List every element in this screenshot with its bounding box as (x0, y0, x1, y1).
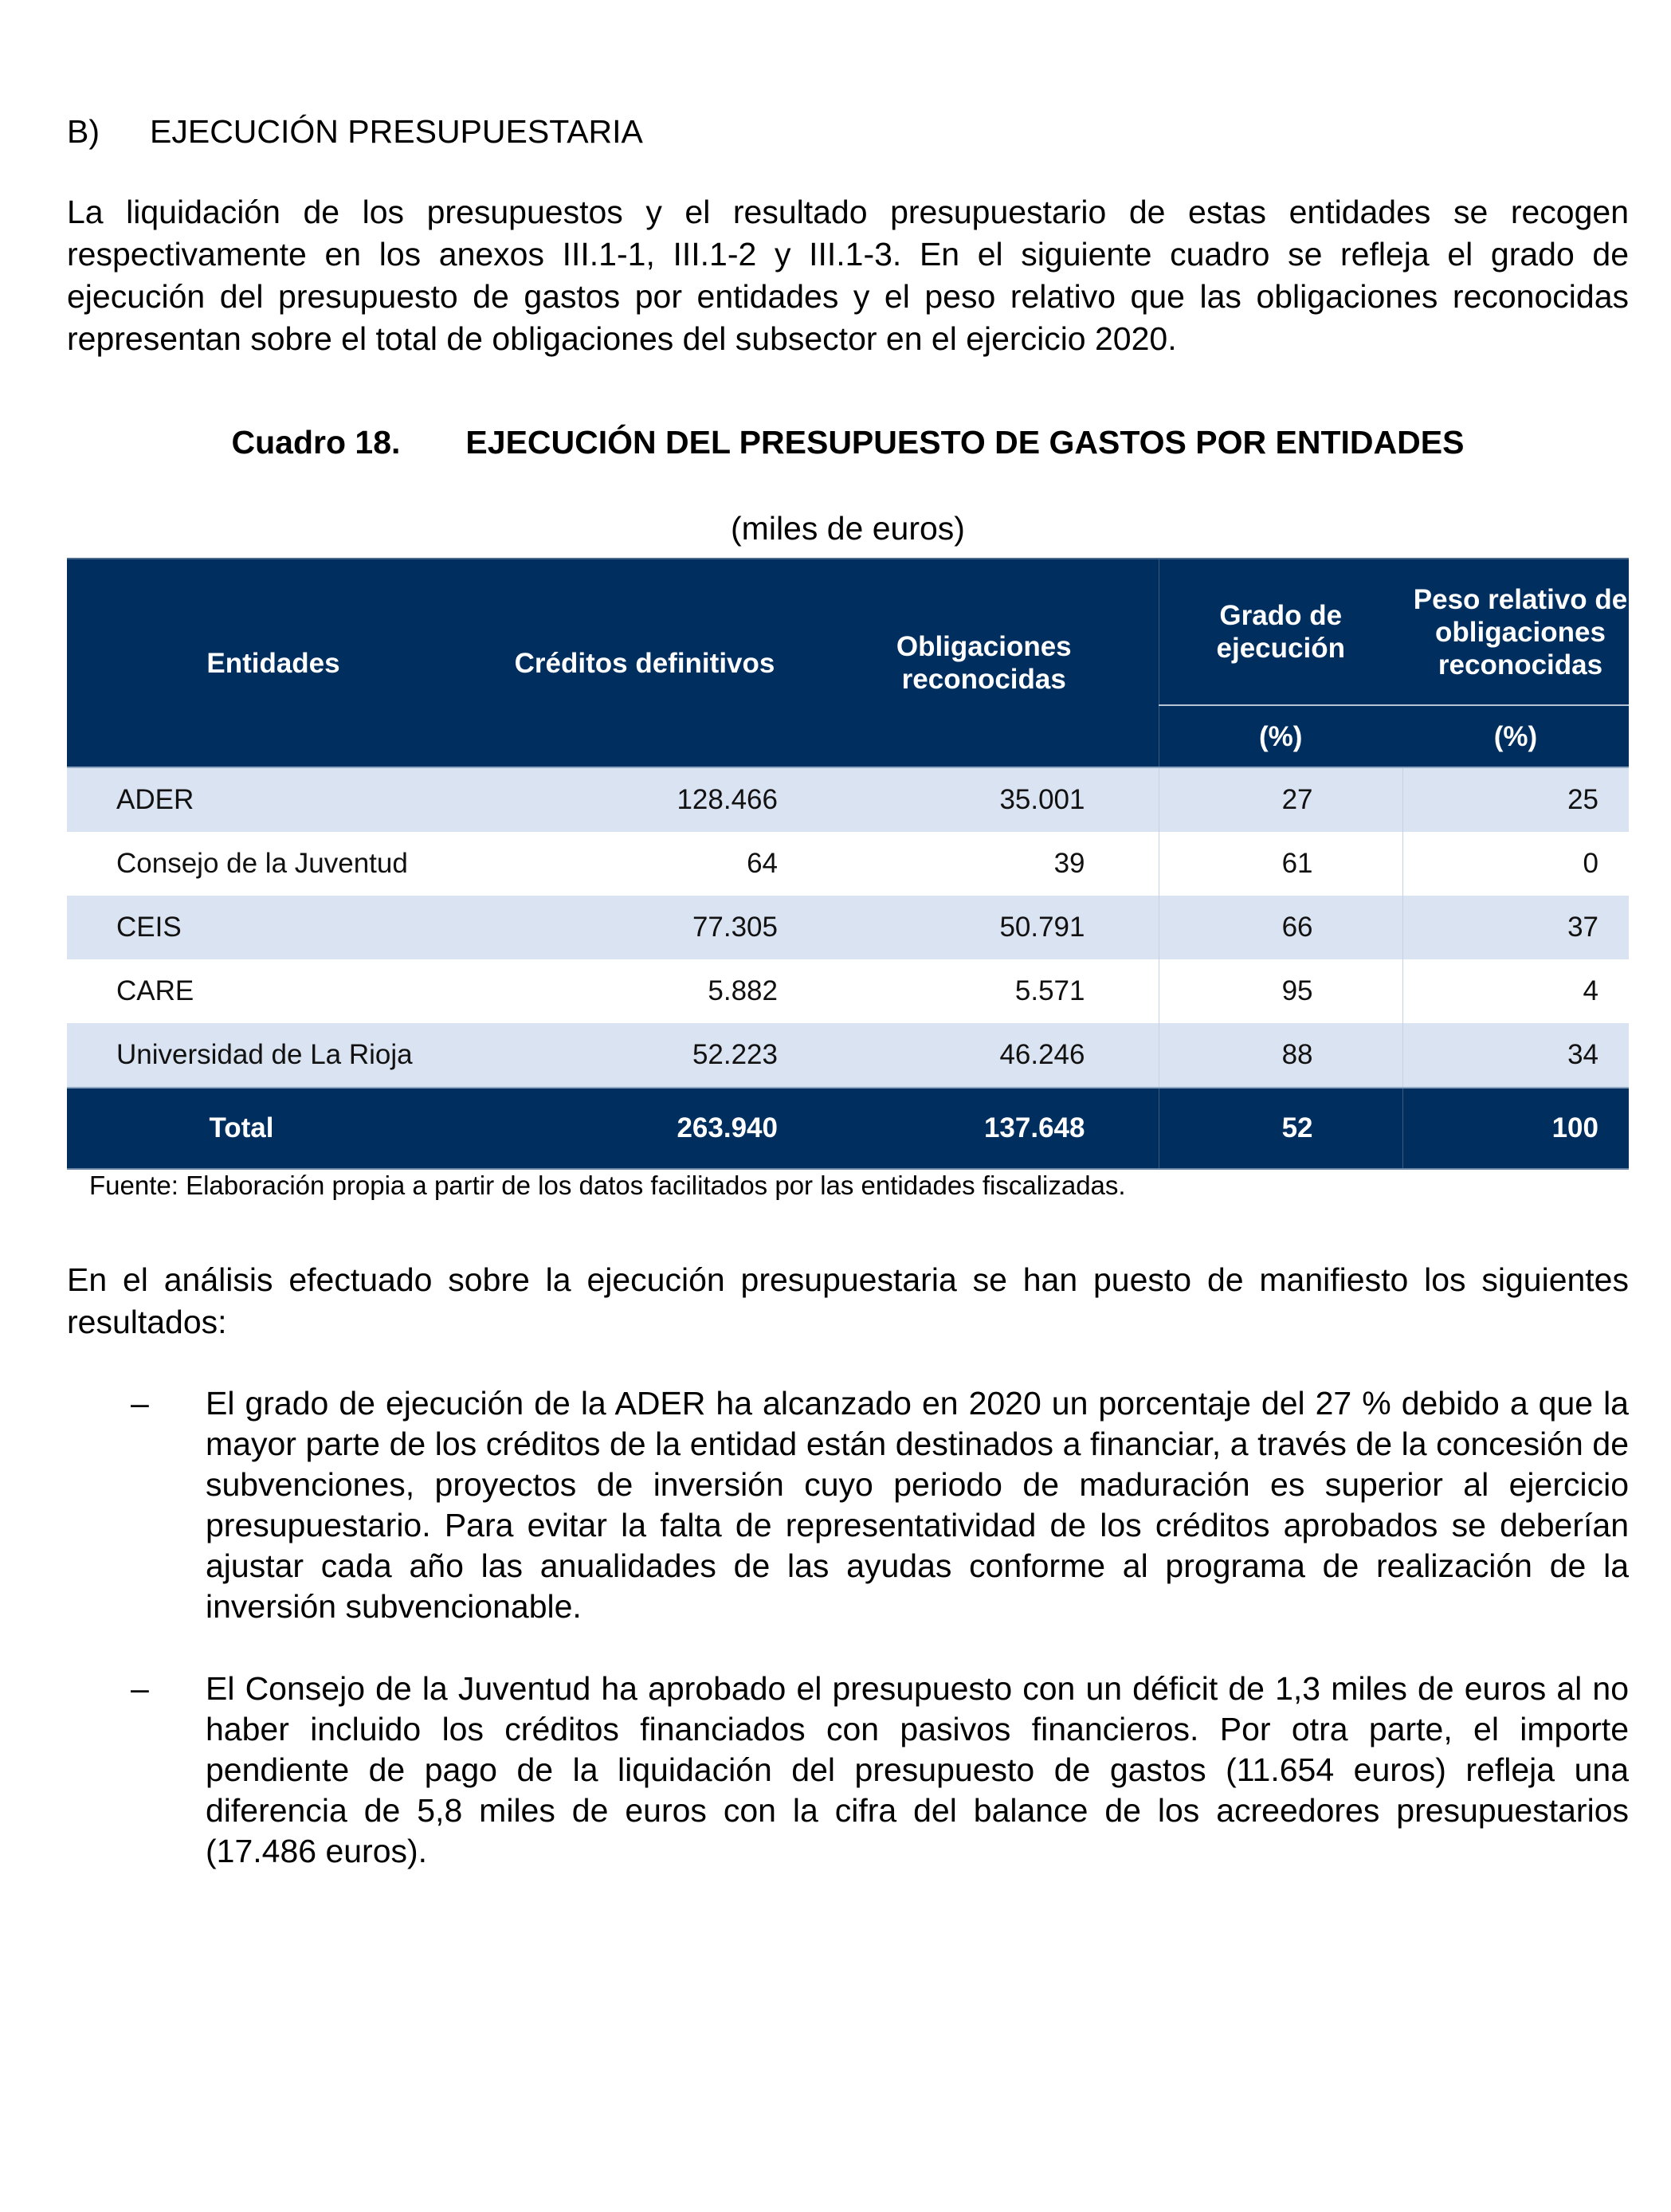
section-number: B) (67, 113, 100, 150)
dash-bullet-icon: – (131, 1670, 149, 1707)
table-header-row (67, 559, 1629, 705)
cell-entidad: CARE (67, 959, 480, 1023)
list-item-text: El Consejo de la Juventud ha aprobado el presupuesto con un déficit de 1,3 miles de euros al no haber incluido los créditos financiados con pasivos financieros. Por otra parte, el importe pendiente de pago de la liquidación del presupuesto de gastos (11.654 euros) refleja una diferencia de 5,8 miles de euros con la cifra del balance de los acreedores presupuestarios (17.486 euros). (206, 1670, 1629, 1869)
section-title: EJECUCIÓN PRESUPUESTARIA (150, 113, 643, 150)
list-item-text: El grado de ejecución de la ADER ha alcanzado en 2020 un porcentaje del 27 % debido a que la mayor parte de los créditos de la entidad están destinados a financiar, a través de la concesión de subvenciones, proyectos de inversión cuyo periodo de maduración es superior al ejercicio presupuestario. Para evitar la falta de representatividad de los créditos aprobados se deberían ajustar cada año las anualidades de las ayudas conforme al programa de realización de la inversión subvencionable. (206, 1385, 1629, 1625)
cell-obligaciones: 5.571 (810, 959, 1159, 1023)
header-grado-unit: (%) (1159, 705, 1402, 767)
table-row (67, 959, 1629, 1023)
header-creditos: Créditos definitivos (480, 559, 810, 767)
table-row (67, 832, 1629, 896)
budget-execution-table (67, 558, 1629, 1170)
cell-obligaciones: 39 (810, 832, 1159, 896)
cell-creditos: 52.223 (480, 1023, 810, 1088)
cell-grado: 66 (1159, 896, 1402, 959)
results-list (67, 1383, 1629, 1913)
table-caption (67, 422, 1629, 462)
cell-grado: 95 (1159, 959, 1402, 1023)
dash-bullet-icon: – (131, 1385, 149, 1422)
cell-creditos: 5.882 (480, 959, 810, 1023)
header-peso: Peso relativo de obligaciones reconocidas (1402, 559, 1629, 705)
cell-entidad: Universidad de La Rioja (67, 1023, 480, 1088)
cell-peso: 4 (1402, 959, 1629, 1023)
cell-obligaciones: 35.001 (810, 767, 1159, 832)
total-peso: 100 (1402, 1088, 1629, 1169)
cell-grado: 61 (1159, 832, 1402, 896)
cell-obligaciones: 50.791 (810, 896, 1159, 959)
total-label: Total (67, 1088, 480, 1169)
cell-grado: 88 (1159, 1023, 1402, 1088)
cell-peso: 25 (1402, 767, 1629, 832)
cell-creditos: 128.466 (480, 767, 810, 832)
cell-entidad: Consejo de la Juventud (67, 832, 480, 896)
analysis-paragraph: En el análisis efectuado sobre la ejecución presupuestaria se han puesto de manifiesto los siguientes resultados: (67, 1261, 1629, 1340)
cell-peso: 0 (1402, 832, 1629, 896)
cell-grado: 27 (1159, 767, 1402, 832)
cell-obligaciones: 46.246 (810, 1023, 1159, 1088)
list-item (67, 1383, 1629, 1627)
cell-peso: 34 (1402, 1023, 1629, 1088)
table-units: (miles de euros) (731, 510, 965, 547)
section-heading (67, 112, 643, 151)
cell-creditos: 77.305 (480, 896, 810, 959)
total-grado: 52 (1159, 1088, 1402, 1169)
table-caption-number: Cuadro 18. (231, 424, 401, 461)
table-source-note: Fuente: Elaboración propia a partir de los datos facilitados por las entidades fiscalizadas. (89, 1171, 1126, 1200)
total-creditos: 263.940 (480, 1088, 810, 1169)
table-row (67, 1023, 1629, 1088)
cell-peso: 37 (1402, 896, 1629, 959)
header-peso-unit: (%) (1402, 705, 1629, 767)
table-total-row (67, 1088, 1629, 1169)
cell-creditos: 64 (480, 832, 810, 896)
table-caption-title: EJECUCIÓN DEL PRESUPUESTO DE GASTOS POR ENTIDADES (465, 424, 1465, 461)
intro-paragraph: La liquidación de los presupuestos y el resultado presupuestario de estas entidades se recogen respectivamente en los anexos III.1-1, III.1-2 y III.1-3. En el siguiente cuadro se refleja el grado de ejecución del presupuesto de gastos por entidades y el peso relativo que las obligaciones reconocidas representan sobre el total de obligaciones del subsector en el ejercicio 2020. (67, 194, 1629, 357)
total-obligaciones: 137.648 (810, 1088, 1159, 1169)
header-entidades: Entidades (67, 559, 480, 767)
list-item (67, 1669, 1629, 1872)
cell-entidad: ADER (67, 767, 480, 832)
header-obligaciones: Obligaciones reconocidas (810, 559, 1159, 767)
header-grado: Grado de ejecución (1159, 559, 1402, 705)
table-row (67, 767, 1629, 832)
table-row (67, 896, 1629, 959)
cell-entidad: CEIS (67, 896, 480, 959)
